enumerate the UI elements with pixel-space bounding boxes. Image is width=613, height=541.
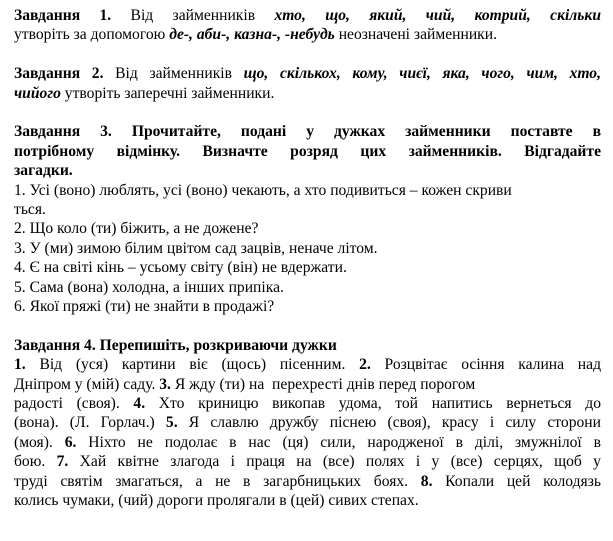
task-2-pronouns-cont: чийого [14,84,61,102]
task-1-text-post: неозначені займенники. [334,26,497,44]
task-1-text-pre: Від займенників [111,7,275,24]
sentence-text: бою. [14,453,57,471]
sentence-number: 4. [133,395,146,413]
task-3-item: 2. Що коло (ти) біжить, а не дожене? [14,220,259,238]
task-3-heading-line-3: загадки. [14,162,73,180]
sentence-number: 1. [14,356,26,374]
task-2-line-1 [14,64,601,83]
sentence-number: 8. [420,472,433,490]
sentence-text: Ніхто не подолає в нас (ця) сили, народженої в ділі, змужнілої в [76,433,601,451]
task-4-line-1 [14,355,601,374]
task-2-pronouns: що, скількох, кому, чиєї, яка, чого, чим, хто, [243,65,601,83]
task-2-text-post: утворіть заперечні займенники. [60,84,275,102]
sentence-number: 6. [64,433,77,451]
task-4-line-5 [14,433,601,452]
task-3-item: 4. Є на світі кінь – усьому світу (він) не вдержати. [14,259,347,277]
task-1-line-1 [14,6,601,25]
task-2-label: Завдання 2. [14,65,104,83]
task-4 [14,336,601,511]
task-4-line-8 [14,491,601,510]
sentence-text: Хто криницю викопав удома, той напитись вернеться до [145,395,601,413]
sentence-text: Від (уся) картини віє (щось) пісенним. [25,356,360,374]
sentence-text: радості (своя). [14,395,134,413]
task-1-label: Завдання 1. [14,7,112,24]
task-1-text-mid: утворіть за допомогою [14,26,170,44]
task-3-heading-line-2: потрібному відмінку. Визначте розряд цих займенників. Відгадайте [14,142,601,160]
sentence-number: 5. [165,414,178,432]
sentence-number: 3. [159,375,171,393]
sentence-text: (вона). (Л. Горлач.) [14,414,166,432]
task-1 [14,6,601,45]
task-1-prefixes: де-, аби-, казна-, -небудь [169,26,335,44]
task-3-heading-line-1: Завдання 3. Прочитайте, подані у дужках займенники поставте в [14,123,601,141]
sentence-number: 7. [56,453,69,471]
sentence-text: (моя). [14,433,65,451]
sentence-text: Копали цей колодязь [432,472,602,490]
sentence-text: Дніпром у (мій) саду. [14,375,160,393]
task-3-item: 6. Якої пряжі (ти) не знайти в продажі? [14,298,275,316]
task-3-item: ться. [14,201,46,219]
task-2-line-2 [14,84,601,103]
sentence-text: Я славлю дружбу піснею (своя), красу і силу сторони [177,414,601,432]
sentence-text: Я жду (ти) на перехресті днів перед порогом [170,375,476,393]
task-4-line-2 [14,375,601,394]
sentence-text: Розцвітає осіння калина над [370,356,601,374]
task-2 [14,64,601,103]
task-1-line-2 [14,25,601,44]
task-4-line-3 [14,394,601,413]
task-3 [14,122,601,316]
task-3-item: 1. Усі (воно) люблять, усі (воно) чекають, а хто подивиться – кожен скриви [14,181,512,199]
task-4-line-7 [14,472,601,491]
task-4-heading: Завдання 4. Перепишіть, розкриваючи дужки [14,336,337,354]
task-2-text-pre: Від займенників [103,65,244,83]
task-3-item: 5. Сама (вона) холодна, а інших припіка. [14,278,284,296]
task-4-line-4 [14,413,601,432]
task-1-pronouns: хто, що, який, чий, котрий, скільки [274,7,602,24]
sentence-text: труді святім змагаться, а не в загарбницьких боях. [14,472,421,490]
sentence-text: колись чумаки, (чий) дороги пролягали в (цей) сивих степах. [14,492,419,510]
task-4-line-6 [14,452,601,471]
sentence-text: Хай квітне злагода і праця на (все) полях і у (все) серцях, щоб у [68,453,601,471]
task-3-item: 3. У (ми) зимою білим цвітом сад зацвів, неначе літом. [14,239,378,257]
sentence-number: 2. [359,356,371,374]
